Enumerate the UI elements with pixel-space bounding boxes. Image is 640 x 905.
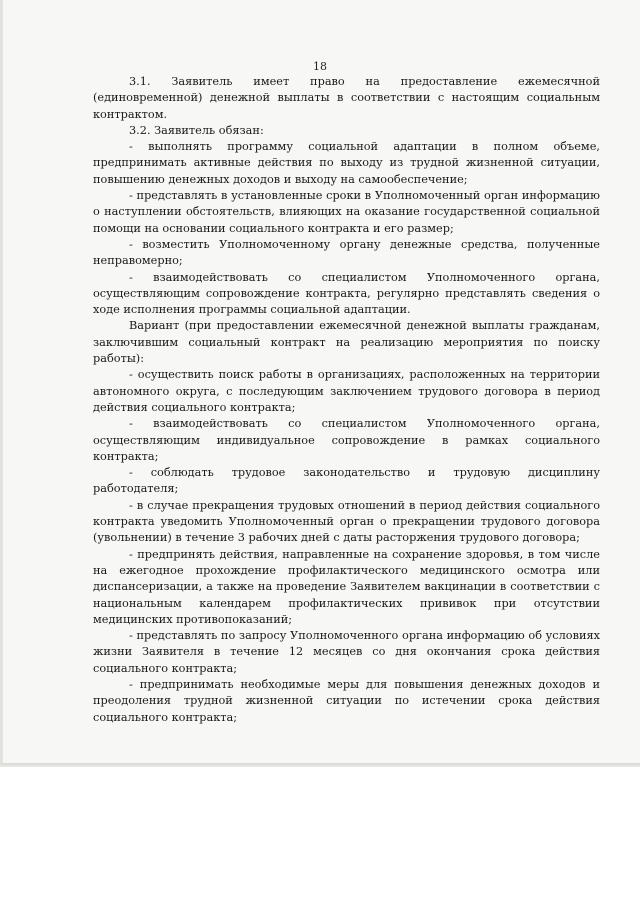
list-item: - представлять в установленные сроки в Уполномоченный орган информацию о наступлении обстоятельств, влияющих на оказание государственной социальной помощи на основании социального контракта и его размер; — [93, 189, 600, 235]
paragraph-3-1: 3.1. Заявитель имеет право на предоставление ежемесячной (единовременной) денежной выплаты в соответствии с настоящим социальным контрактом. — [93, 75, 600, 121]
blank-margin — [0, 768, 640, 905]
scan-bottom-edge — [0, 763, 640, 767]
list-item: - в случае прекращения трудовых отношений в период действия социального контракта уведомить Уполномоченный орган о прекращении трудового договора (увольнении) в течение 3 рабочих дней с даты расторжения трудового договора; — [93, 498, 600, 545]
page-number: 18 — [313, 60, 327, 73]
list-item: - взаимодействовать со специалистом Уполномоченного органа, осуществляющим сопровождение контракта, регулярно представлять сведения о ходе исполнения программы социальной адаптации. — [93, 270, 600, 317]
list-item: - осуществить поиск работы в организациях, расположенных на территории автономного округа, с последующим заключением трудового договора в период действия социального контракта; — [93, 368, 600, 414]
list-item: - возместить Уполномоченному органу денежные средства, полученные неправомерно; — [93, 237, 600, 268]
list-item: - выполнять программу социальной адаптации в полном объеме, предпринимать активные действия по выходу из трудной жизненной ситуации, повышению денежных доходов и выходу на самообеспечение; — [93, 140, 600, 186]
variant-paragraph: Вариант (при предоставлении ежемесячной денежной выплаты гражданам, заключившим социальный контракт на реализацию мероприятия по поиску работы): — [93, 319, 600, 366]
list-item: - взаимодействовать со специалистом Уполномоченного органа, осуществляющим индивидуальное сопровождение в рамках социального контракта; — [93, 417, 600, 463]
document-body — [93, 74, 600, 726]
scan-edge — [0, 0, 3, 767]
list-item: - представлять по запросу Уполномоченного органа информацию об условиях жизни Заявителя в течение 12 месяцев со дня окончания срока действия социального контракта; — [93, 629, 600, 675]
list-item: - предпринимать необходимые меры для повышения денежных доходов и преодоления трудной жизненной ситуации по истечении срока действия социального контракта; — [93, 677, 600, 724]
list-item: - соблюдать трудовое законодательство и трудовую дисциплину работодателя; — [93, 466, 600, 496]
paragraph-3-2: 3.2. Заявитель обязан: — [129, 123, 264, 137]
list-item: - предпринять действия, направленные на сохранение здоровья, в том числе на ежегодное прохождение профилактического медицинского осмотра или диспансеризации, а также на проведение Заявителем вакцинации в соответствии с национальным календарем профилактических прививок при отсутствии медицинских противопоказаний; — [93, 547, 600, 626]
